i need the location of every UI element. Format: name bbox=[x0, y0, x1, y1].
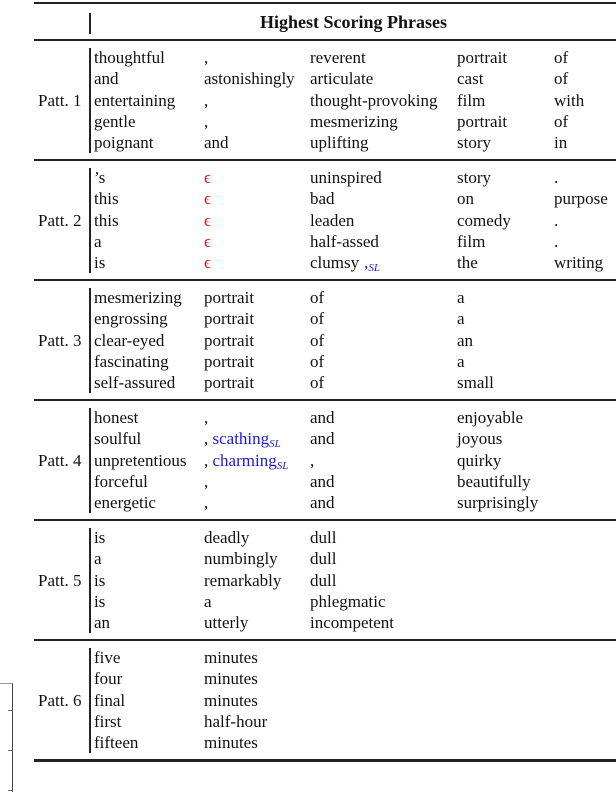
token-text: a bbox=[457, 351, 465, 371]
token-text: in bbox=[554, 133, 568, 153]
phrase-token bbox=[204, 492, 208, 513]
phrases-table bbox=[34, 2, 616, 762]
token-text: gentle bbox=[94, 111, 136, 131]
column-divider bbox=[89, 408, 91, 513]
phrase-rows bbox=[94, 407, 616, 513]
token-text: a bbox=[94, 549, 102, 569]
column-divider bbox=[89, 528, 91, 633]
phrase-token bbox=[310, 428, 335, 449]
phrase-token bbox=[204, 471, 208, 492]
token-text: forceful bbox=[94, 471, 148, 491]
token-text: is bbox=[94, 570, 106, 590]
phrase-token bbox=[94, 132, 154, 153]
phrase-token bbox=[94, 548, 102, 569]
token-text: energetic bbox=[94, 493, 156, 513]
phrase-row bbox=[94, 308, 616, 329]
phrase-token bbox=[204, 167, 211, 188]
phrase-token bbox=[457, 492, 538, 513]
token-text: fifteen bbox=[94, 733, 139, 753]
phrase-row bbox=[94, 231, 616, 252]
phrase-token bbox=[457, 407, 523, 428]
token-text: and bbox=[310, 429, 335, 449]
phrase-token bbox=[204, 132, 229, 153]
phrase-token bbox=[94, 287, 182, 308]
token-text: phlegmatic bbox=[310, 591, 386, 611]
token-text: clear-eyed bbox=[94, 330, 165, 350]
phrase-row bbox=[94, 132, 616, 153]
token-text: entertaining bbox=[94, 90, 176, 110]
phrase-token bbox=[94, 90, 175, 111]
pattern-group bbox=[34, 401, 616, 519]
phrase-token bbox=[554, 68, 568, 89]
phrase-token bbox=[94, 492, 156, 513]
phrase-token bbox=[457, 68, 483, 89]
phrase-token bbox=[310, 287, 324, 308]
phrase-token bbox=[204, 111, 208, 132]
phrase-token bbox=[457, 132, 491, 153]
self-loop-subscript: SL bbox=[269, 438, 281, 451]
token-text: is bbox=[94, 591, 106, 611]
token-text: of bbox=[310, 373, 325, 393]
table-header bbox=[34, 4, 616, 39]
phrase-rows bbox=[94, 167, 616, 273]
token-text: is bbox=[94, 528, 106, 547]
token-text: unpretentious bbox=[94, 450, 187, 470]
phrase-token bbox=[204, 252, 211, 273]
token-text: thought-provoking bbox=[310, 90, 438, 110]
phrase-token bbox=[94, 450, 187, 471]
phrase-row bbox=[94, 711, 616, 732]
phrase-token bbox=[204, 308, 254, 329]
token-text: minutes bbox=[204, 690, 258, 710]
phrase-token bbox=[204, 351, 254, 372]
token-text: ’s bbox=[94, 168, 106, 187]
phrase-row bbox=[94, 450, 616, 471]
token-text: incompetent bbox=[310, 613, 395, 633]
token-text: a bbox=[457, 288, 465, 307]
token-text: ϵ bbox=[204, 168, 211, 187]
phrase-token bbox=[204, 570, 281, 591]
token-text: comedy bbox=[457, 210, 511, 230]
phrase-token bbox=[310, 330, 324, 351]
phrase-token bbox=[94, 428, 141, 449]
phrase-token bbox=[554, 231, 558, 252]
phrase-row bbox=[94, 330, 616, 351]
token-text: with bbox=[554, 90, 585, 110]
self-loop-marker: $,_{SL}$ bbox=[364, 253, 380, 275]
self-loop-word: scathing$_{SL}$ bbox=[212, 429, 281, 451]
token-text: a bbox=[204, 591, 212, 611]
phrase-token bbox=[94, 167, 105, 188]
token-text: minutes bbox=[204, 648, 258, 667]
phrase-token bbox=[94, 372, 175, 393]
phrase-row bbox=[94, 68, 616, 89]
token-text: half-hour bbox=[204, 711, 268, 731]
phrase-token bbox=[310, 351, 324, 372]
phrase-token bbox=[457, 372, 494, 393]
phrase-token bbox=[457, 450, 501, 471]
phrase-row bbox=[94, 407, 616, 428]
token-text: , bbox=[204, 450, 209, 470]
phrase-row bbox=[94, 732, 616, 753]
phrase-token bbox=[554, 188, 608, 209]
phrase-token bbox=[94, 188, 119, 209]
phrase-token bbox=[94, 47, 165, 68]
token-text: of bbox=[310, 309, 325, 329]
phrase-token bbox=[204, 527, 249, 548]
token-text: and bbox=[310, 493, 335, 513]
phrase-row bbox=[94, 47, 616, 68]
phrase-token bbox=[554, 90, 584, 111]
phrase-row bbox=[94, 167, 616, 188]
token-text: small bbox=[457, 373, 494, 393]
phrase-token bbox=[310, 167, 382, 188]
token-text: engrossing bbox=[94, 309, 168, 329]
phrase-token bbox=[310, 252, 380, 279]
token-text: numbingly bbox=[204, 549, 278, 569]
phrase-token bbox=[204, 210, 211, 231]
column-divider bbox=[89, 48, 91, 153]
token-text: reverent bbox=[310, 48, 366, 67]
token-text: the bbox=[457, 253, 478, 273]
phrase-token bbox=[310, 188, 335, 209]
phrase-token bbox=[457, 167, 491, 188]
token-text: leaden bbox=[310, 210, 355, 230]
phrase-token bbox=[554, 252, 603, 273]
table-title: Highest Scoring Phrases bbox=[260, 12, 447, 32]
phrase-token bbox=[554, 132, 567, 153]
phrase-row bbox=[94, 647, 616, 668]
phrase-row bbox=[94, 210, 616, 231]
phrase-token bbox=[94, 111, 136, 132]
phrase-row bbox=[94, 471, 616, 492]
phrase-token bbox=[310, 132, 369, 153]
token-text: , bbox=[310, 450, 315, 470]
token-text: first bbox=[94, 711, 122, 731]
phrase-row bbox=[94, 428, 616, 449]
token-text: soulful bbox=[94, 429, 142, 449]
phrase-token bbox=[204, 47, 208, 68]
phrase-row bbox=[94, 690, 616, 711]
phrase-token bbox=[310, 68, 373, 89]
self-loop-subscript: SL bbox=[368, 262, 380, 275]
phrase-row bbox=[94, 188, 616, 209]
bottom-rule bbox=[34, 759, 616, 762]
phrase-token bbox=[94, 68, 119, 89]
phrase-token bbox=[310, 407, 335, 428]
phrase-row bbox=[94, 570, 616, 591]
phrase-token bbox=[457, 90, 485, 111]
phrase-token bbox=[457, 188, 474, 209]
token-text: an bbox=[94, 613, 111, 633]
phrase-token bbox=[204, 231, 211, 252]
token-text: , bbox=[204, 90, 209, 110]
phrase-token bbox=[457, 351, 465, 372]
token-text: remarkably bbox=[204, 570, 282, 590]
column-divider bbox=[89, 288, 91, 393]
token-text: uplifting bbox=[310, 133, 369, 153]
phrase-token bbox=[94, 732, 138, 753]
phrase-token bbox=[94, 711, 121, 732]
token-text: quirky bbox=[457, 450, 502, 470]
phrase-token bbox=[94, 690, 125, 711]
token-text: minutes bbox=[204, 733, 258, 753]
self-loop-subscript: SL bbox=[276, 459, 289, 472]
token-text: of bbox=[554, 69, 569, 89]
phrase-token bbox=[310, 47, 366, 68]
phrase-token bbox=[457, 111, 507, 132]
token-text: , bbox=[204, 408, 209, 427]
phrase-row bbox=[94, 548, 616, 569]
phrase-rows bbox=[94, 527, 616, 633]
phrase-token bbox=[310, 210, 354, 231]
phrase-row bbox=[94, 492, 616, 513]
phrase-token bbox=[204, 612, 248, 633]
phrase-token bbox=[554, 210, 558, 231]
token-text: enjoyable bbox=[457, 408, 524, 427]
token-text: . bbox=[554, 231, 559, 251]
phrase-token bbox=[554, 47, 568, 68]
token-text: film bbox=[457, 231, 486, 251]
token-text: , bbox=[204, 471, 209, 491]
phrase-token bbox=[554, 111, 568, 132]
phrase-token bbox=[310, 612, 394, 633]
phrase-token bbox=[204, 732, 258, 753]
token-text: half-assed bbox=[310, 231, 379, 251]
token-text: portrait bbox=[457, 111, 508, 131]
partial-figure-axis-fragment bbox=[0, 683, 13, 792]
phrase-token bbox=[204, 647, 258, 668]
token-text: story bbox=[457, 133, 491, 153]
phrase-token bbox=[457, 330, 473, 351]
phrase-token bbox=[310, 450, 314, 471]
token-text: joyous bbox=[457, 429, 503, 449]
token-text: mesmerizing bbox=[310, 111, 398, 131]
token-text: dull bbox=[310, 528, 337, 547]
phrase-token bbox=[94, 591, 105, 612]
phrase-token bbox=[310, 90, 438, 111]
phrase-row bbox=[94, 527, 616, 548]
token-text: a bbox=[457, 309, 465, 329]
phrase-token bbox=[204, 711, 267, 732]
token-text: this bbox=[94, 210, 119, 230]
token-text: of bbox=[310, 288, 325, 307]
phrase-row bbox=[94, 287, 616, 308]
token-text: portrait bbox=[457, 48, 508, 67]
phrase-token bbox=[310, 231, 379, 252]
token-text: minutes bbox=[204, 669, 258, 689]
phrase-token bbox=[310, 591, 386, 612]
phrase-token bbox=[94, 471, 148, 492]
token-text: five bbox=[94, 648, 121, 667]
phrase-token bbox=[204, 548, 278, 569]
pattern-group bbox=[34, 521, 616, 639]
phrase-token bbox=[204, 407, 208, 428]
phrase-token bbox=[457, 428, 502, 449]
token-text: and bbox=[204, 133, 229, 153]
token-text: portrait bbox=[204, 309, 255, 329]
column-divider bbox=[89, 168, 91, 273]
column-divider bbox=[89, 648, 91, 753]
phrase-token bbox=[94, 308, 168, 329]
token-text: , bbox=[204, 493, 209, 513]
phrase-token bbox=[310, 308, 324, 329]
phrase-token bbox=[94, 351, 169, 372]
token-text: poignant bbox=[94, 133, 154, 153]
token-text: dull bbox=[310, 549, 337, 569]
token-text: portrait bbox=[204, 330, 255, 350]
token-text: . bbox=[554, 210, 559, 230]
phrase-token bbox=[94, 612, 110, 633]
token-text: ϵ bbox=[204, 231, 211, 251]
token-text: final bbox=[94, 690, 126, 710]
phrase-row bbox=[94, 612, 616, 633]
phrase-token bbox=[94, 330, 164, 351]
pattern-group bbox=[34, 161, 616, 279]
token-text: thoughtful bbox=[94, 48, 165, 67]
phrase-token bbox=[204, 330, 254, 351]
token-text: , bbox=[204, 429, 209, 449]
pattern-groups bbox=[34, 39, 616, 762]
token-text: ϵ bbox=[204, 210, 211, 230]
token-text: fascinating bbox=[94, 351, 169, 371]
token-text: uninspired bbox=[310, 168, 382, 187]
token-text: of bbox=[554, 111, 569, 131]
token-text: ϵ bbox=[204, 189, 211, 209]
token-text: honest bbox=[94, 408, 139, 427]
phrase-token bbox=[310, 372, 324, 393]
phrase-token bbox=[204, 668, 258, 689]
token-text: portrait bbox=[204, 288, 255, 307]
token-text: portrait bbox=[204, 351, 255, 371]
phrase-token bbox=[310, 570, 336, 591]
phrase-token bbox=[204, 287, 254, 308]
phrase-token bbox=[94, 570, 105, 591]
token-text: an bbox=[457, 330, 474, 350]
token-text: purpose bbox=[554, 189, 608, 209]
phrase-token bbox=[457, 308, 465, 329]
phrase-token bbox=[204, 372, 254, 393]
phrase-token bbox=[94, 668, 122, 689]
pattern-label: Patt. 2 bbox=[38, 211, 82, 230]
self-loop-word: charming$_{SL}$ bbox=[212, 450, 289, 472]
token-text: self-assured bbox=[94, 373, 176, 393]
token-text: ϵ bbox=[204, 253, 211, 273]
pattern-label: Patt. 5 bbox=[38, 571, 82, 590]
phrase-token bbox=[94, 647, 120, 668]
token-text: film bbox=[457, 90, 486, 110]
token-text: clumsy bbox=[310, 253, 360, 273]
token-text: . bbox=[554, 168, 559, 187]
phrase-token bbox=[457, 287, 465, 308]
phrase-rows bbox=[94, 47, 616, 153]
phrase-token bbox=[204, 690, 258, 711]
token-text: and bbox=[310, 471, 335, 491]
phrase-token bbox=[94, 527, 105, 548]
phrase-row bbox=[94, 252, 616, 273]
token-text: and bbox=[310, 408, 335, 427]
phrase-token bbox=[457, 231, 485, 252]
phrase-row bbox=[94, 90, 616, 111]
phrase-token bbox=[204, 188, 211, 209]
phrase-token bbox=[457, 210, 511, 231]
token-text: of bbox=[554, 48, 569, 67]
token-text: cast bbox=[457, 69, 484, 89]
phrase-token bbox=[457, 252, 478, 273]
phrase-token bbox=[310, 548, 336, 569]
pattern-label: Patt. 6 bbox=[38, 691, 82, 710]
phrase-rows bbox=[94, 647, 616, 753]
phrase-token bbox=[310, 492, 335, 513]
pattern-group bbox=[34, 281, 616, 399]
token-text: a bbox=[94, 231, 102, 251]
phrase-token bbox=[204, 591, 212, 612]
pattern-group bbox=[34, 641, 616, 759]
token-text: beautifully bbox=[457, 471, 531, 491]
token-text: of bbox=[310, 330, 325, 350]
phrase-token bbox=[94, 407, 138, 428]
token-text: this bbox=[94, 189, 119, 209]
token-text: writing bbox=[554, 253, 604, 273]
token-text: four bbox=[94, 669, 123, 689]
token-text: , bbox=[204, 48, 209, 67]
phrase-token bbox=[457, 471, 531, 492]
phrase-token bbox=[310, 471, 335, 492]
phrase-row bbox=[94, 351, 616, 372]
phrase-rows bbox=[94, 287, 616, 393]
token-text: and bbox=[94, 69, 119, 89]
token-text: , bbox=[204, 111, 209, 131]
phrase-row bbox=[94, 668, 616, 689]
token-text: on bbox=[457, 189, 474, 209]
phrase-row bbox=[94, 591, 616, 612]
phrase-token bbox=[94, 231, 102, 252]
token-text: mesmerizing bbox=[94, 288, 182, 307]
phrase-token bbox=[310, 527, 336, 548]
phrase-token bbox=[94, 252, 105, 273]
phrase-token bbox=[554, 167, 558, 188]
pattern-label: Patt. 3 bbox=[38, 331, 82, 350]
phrase-token bbox=[94, 210, 119, 231]
phrase-token bbox=[457, 47, 507, 68]
phrase-row bbox=[94, 372, 616, 393]
token-text: dull bbox=[310, 570, 337, 590]
phrase-token bbox=[310, 111, 398, 132]
token-text: utterly bbox=[204, 613, 249, 633]
token-text: story bbox=[457, 168, 491, 187]
token-text: bad bbox=[310, 189, 335, 209]
pattern-label: Patt. 1 bbox=[38, 91, 82, 110]
pattern-label: Patt. 4 bbox=[38, 451, 82, 470]
phrase-token bbox=[204, 90, 208, 111]
pattern-group bbox=[34, 41, 616, 159]
phrase-row bbox=[94, 111, 616, 132]
token-text: portrait bbox=[204, 373, 255, 393]
token-text: articulate bbox=[310, 69, 374, 89]
token-text: deadly bbox=[204, 528, 250, 547]
token-text: of bbox=[310, 351, 325, 371]
token-text: is bbox=[94, 253, 106, 273]
token-text: surprisingly bbox=[457, 493, 539, 513]
token-text: astonishingly bbox=[204, 69, 295, 89]
phrase-token bbox=[204, 68, 295, 89]
